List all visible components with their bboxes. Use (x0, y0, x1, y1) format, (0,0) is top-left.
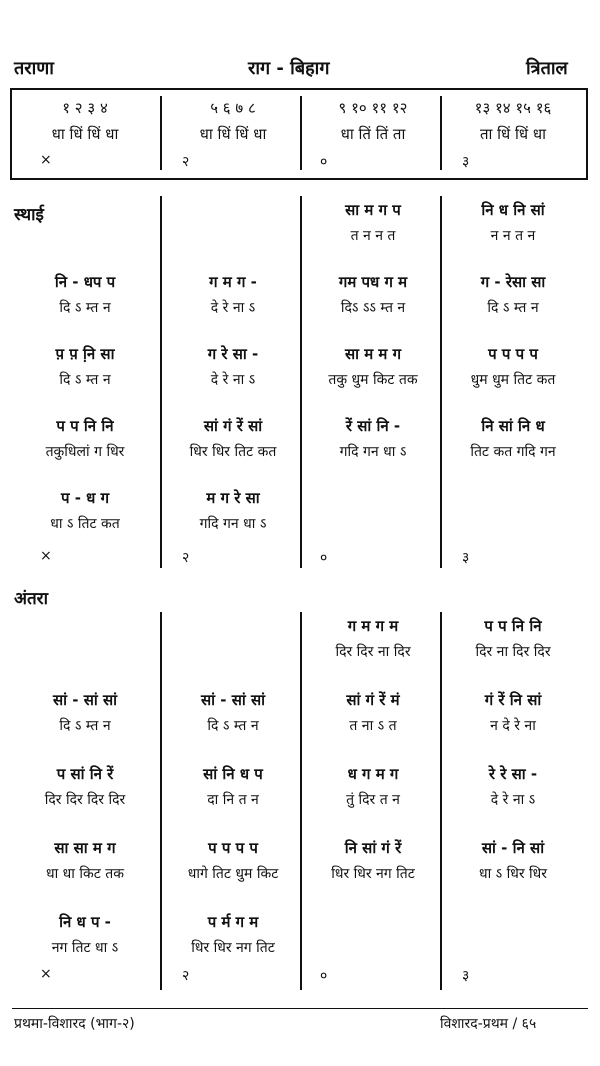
vibhag-divider (440, 96, 442, 170)
swar-group: प सां नि रें (56, 765, 114, 783)
vibhag-divider (160, 612, 162, 990)
composition-type: तराणा (14, 58, 54, 79)
taal-numbers-2: ५ ६ ७ ८ (210, 99, 256, 117)
taal-mark-2: २ (182, 154, 190, 170)
vibhag-divider (440, 612, 442, 990)
swar-group: सां गं रें सां (203, 417, 263, 435)
taal-mark-3: ३ (462, 154, 470, 170)
bol-group: दिर ना दिर दिर (475, 644, 551, 660)
vibhag-divider (160, 96, 162, 170)
swar-group: ग म ग म (347, 617, 399, 635)
taal-numbers-4: १३ १४ १५ १६ (474, 99, 552, 117)
taal-mark-khali: ० (320, 154, 328, 170)
taal-mark: २ (182, 550, 190, 566)
taal-bols-4: ता धिं धिं धा (479, 125, 547, 143)
bol-group: धा ऽ धिर धिर (478, 866, 548, 882)
bol-group: दि ऽ म्त न (59, 372, 111, 388)
antara-label: अंतरा (14, 589, 49, 609)
swar-group: सां - सां सां (201, 691, 265, 709)
footer-rule (12, 1008, 588, 1009)
taal-mark: × (40, 548, 52, 564)
vibhag-divider (300, 96, 302, 170)
swar-group: प प नि नि (484, 617, 542, 635)
sthayi-label: स्थाई (14, 205, 44, 225)
bol-group: दे रे ना ऽ (210, 372, 256, 388)
raga-title: राग - बिहाग (248, 58, 330, 79)
swar-group: प - ध ग (60, 489, 110, 507)
swar-group: सा म ग प (345, 201, 401, 219)
bol-group: न न त न (490, 228, 536, 244)
swar-group: सां - नि सां (481, 839, 545, 857)
swar-group: प र्म ग म (207, 913, 259, 931)
bol-group: तकु धुम किट तक (328, 372, 418, 388)
bol-group: धिर धिर नग तिट (191, 940, 275, 956)
taal-mark: ३ (462, 550, 470, 566)
bol-group: धुम धुम तिट कत (470, 372, 556, 388)
bol-group: दि ऽ म्त न (59, 718, 111, 734)
bol-group: दे रे ना ऽ (490, 792, 536, 808)
bol-group: दिऽ ऽऽ म्त न (340, 300, 406, 316)
bol-group: तिट कत गदि गन (470, 444, 556, 460)
taal-mark: २ (182, 968, 190, 984)
swar-group: नि - धप प (54, 273, 116, 291)
taal-numbers-1: १ २ ३ ४ (62, 99, 108, 117)
taal-mark: ० (320, 968, 328, 984)
vibhag-divider (440, 196, 442, 568)
vibhag-divider (300, 612, 302, 990)
swar-group: रे रे सा - (488, 765, 538, 783)
bol-group: धा ऽ तिट कत (50, 516, 120, 532)
bol-group: दि ऽ म्त न (59, 300, 111, 316)
swar-group: गं रें नि सां (484, 691, 542, 709)
swar-group: ग - रेसा सा (480, 273, 546, 291)
table-bottom-border (10, 178, 588, 180)
swar-group: नि सां गं रें (344, 839, 402, 857)
vibhag-divider (160, 196, 162, 568)
bol-group: दा नि त न (207, 792, 259, 808)
bol-group: दि ऽ म्त न (207, 718, 259, 734)
taal-mark: ० (320, 550, 328, 566)
bol-group: दिर दिर दिर दिर (44, 792, 126, 808)
swar-group: सां गं रें मं (346, 691, 400, 709)
bol-group: धिर धिर तिट कत (189, 444, 277, 460)
swar-group: नि ध नि सां (481, 201, 545, 219)
swar-group: नि सां नि ध (481, 417, 545, 435)
taal-mark: × (40, 966, 52, 982)
swar-group: म ग रे सा (206, 489, 260, 507)
vibhag-divider (300, 196, 302, 568)
footer-page-number: विशारद-प्रथम / ६५ (440, 1016, 537, 1032)
taal-bols-3: धा तिं तिं ता (340, 125, 406, 143)
bol-group: दे रे ना ऽ (210, 300, 256, 316)
footer-book-title: प्रथमा-विशारद (भाग-२) (14, 1016, 135, 1032)
bol-group: दिर दिर ना दिर (335, 644, 411, 660)
bol-group: धा धा किट तक (46, 866, 124, 882)
taal-mark-sam: × (40, 152, 52, 168)
swar-group: नि ध प - (59, 913, 111, 931)
bol-group: तकुधिलां ग धिर (45, 444, 125, 460)
bol-group: न दे रे ना (490, 718, 536, 734)
swar-group: प प प प (208, 839, 258, 857)
taal-name: त्रिताल (526, 58, 568, 79)
taal-bols-2: धा धिं धिं धा (199, 125, 267, 143)
swar-group: प प नि नि (56, 417, 114, 435)
bol-group: त ना ऽ त (349, 718, 397, 734)
swar-group: ध ग म ग (347, 765, 399, 783)
bol-group: तुं दिर त न (346, 792, 400, 808)
bol-group: नग तिट धा ऽ (51, 940, 119, 956)
taal-bols-1: धा धिं धिं धा (51, 125, 119, 143)
swar-group: सा म म ग (344, 345, 402, 363)
swar-group: रें सां नि - (345, 417, 401, 435)
swar-group: ग रे सा - (207, 345, 259, 363)
taal-numbers-3: ९ १० ११ १२ (338, 99, 408, 117)
swar-group: सा सा म ग (54, 839, 116, 857)
table-top-border (10, 88, 588, 90)
bol-group: दि ऽ म्त न (487, 300, 539, 316)
swar-group: प़ प़ नि़ सा (55, 345, 115, 363)
bol-group: धिर धिर नग तिट (331, 866, 415, 882)
taal-mark: ३ (462, 968, 470, 984)
swar-group: प प प प (488, 345, 538, 363)
bol-group: धागे तिट धुम किट (187, 866, 279, 882)
swar-group: गम पध ग म (338, 273, 408, 291)
swar-group: सां नि ध प (203, 765, 263, 783)
swar-group: सां - सां सां (53, 691, 117, 709)
bol-group: त न न त (350, 228, 396, 244)
table-right-border (586, 88, 588, 180)
bol-group: गदि गन धा ऽ (339, 444, 407, 460)
table-left-border (10, 88, 12, 180)
bol-group: गदि गन धा ऽ (199, 516, 267, 532)
swar-group: ग म ग - (209, 273, 257, 291)
